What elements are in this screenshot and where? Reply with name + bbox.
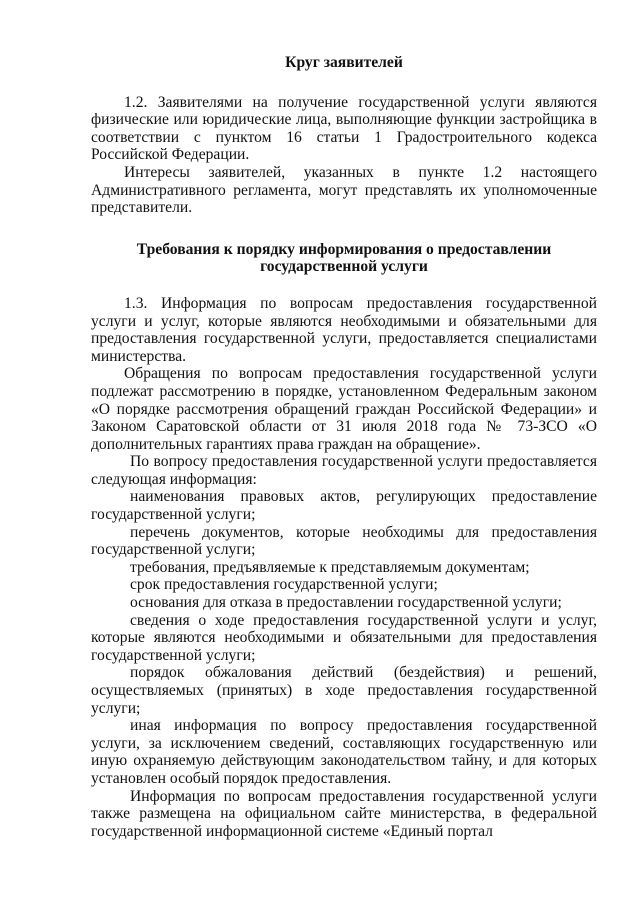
list-item-other-info: иная информация по вопросу предоставления государственной услуги, за исключением сведений, составляющих государственную или иную охраняемую действующим законодательством тайну, и для которых установлен особый порядок предоставления. bbox=[91, 717, 597, 787]
section-heading-informing bbox=[91, 241, 597, 276]
section-heading-informing-line2: государственной услуги bbox=[260, 258, 428, 276]
paragraph-1-3: 1.3. Информация по вопросам предоставления государственной услуги и услуг, которые являются необходимыми и обязательными для предоставления государственной услуги, предоставляется специалистами министерства. bbox=[91, 294, 597, 365]
list-item-term: срок предоставления государственной услуги; bbox=[130, 576, 438, 594]
list-item-appeal-procedure: порядок обжалования действий (бездействия) и решений, осуществляемых (принятых) в ходе предоставления государственной услуги; bbox=[91, 664, 597, 717]
list-item-legal-acts: наименования правовых актов, регулирующих предоставление государственной услуги; bbox=[91, 488, 597, 524]
section-heading-applicants: Круг заявителей bbox=[285, 54, 403, 71]
section-heading-informing-line1: Требования к порядку информирования о предоставлении bbox=[136, 240, 552, 258]
paragraph-website-info: Информация по вопросам предоставления государственной услуги также размещена на официальном сайте министерства, в федеральной государственной информационной системе «Единый портал bbox=[91, 787, 597, 840]
list-item-refusal-grounds: основания для отказа в предоставлении государственной услуги; bbox=[130, 594, 562, 612]
paragraph-appeals: Обращения по вопросам предоставления государственной услуги подлежат рассмотрению в порядке, установленном Федеральным законом «О порядке рассмотрения обращений граждан Российской Федерации» и Законом Саратовской области от 31 июля 2018 года № 73-ЗСО «О дополнительных гарантиях права граждан на обращение». bbox=[91, 365, 597, 453]
paragraph-representatives: Интересы заявителей, указанных в пункте 1.2 настоящего Административного регламента, могут представлять их уполномоченные представители. bbox=[91, 163, 597, 217]
paragraph-info-intro: По вопросу предоставления государственной услуги предоставляется следующая информация: bbox=[91, 453, 597, 488]
document-content bbox=[91, 54, 597, 840]
list-item-progress: сведения о ходе предоставления государственной услуги и услуг, которые являются необходимыми и обязательными для предоставления государственной услуги; bbox=[91, 611, 597, 664]
paragraph-1-2: 1.2. Заявителями на получение государственной услуги являются физические или юридические лица, выполняющие функции застройщика в соответствии с пунктом 16 статьи 1 Градостроительного кодекса Российской Федерации. bbox=[91, 93, 597, 164]
list-item-requirements: требования, предъявляемые к представляемым документам; bbox=[130, 558, 530, 576]
list-item-documents: перечень документов, которые необходимы для предоставления государственной услуги; bbox=[91, 523, 597, 559]
